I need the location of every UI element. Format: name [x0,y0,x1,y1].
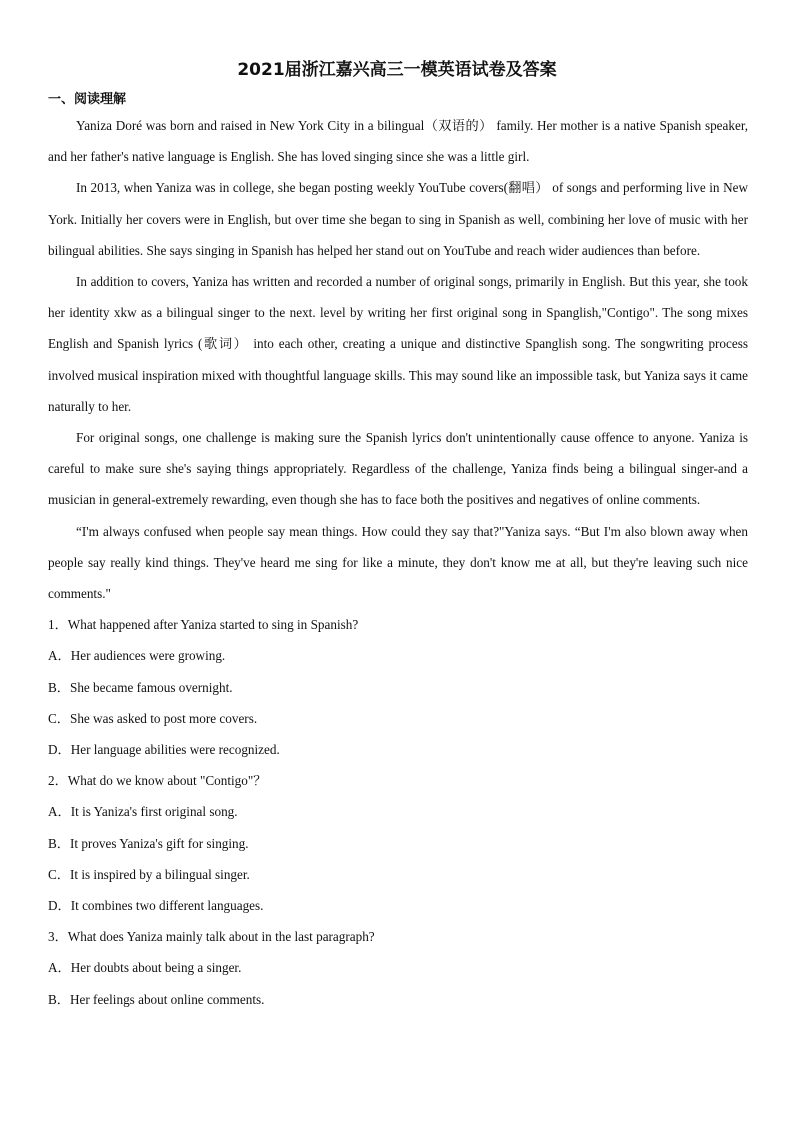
passage-paragraph: In 2013, when Yaniza was in college, she began posting weekly YouTube covers(翻唱） of songs and performing live in New York. Initially her covers were in English, but over time she began to sing in Spanish as well, combining her love of music with her bilingual abilities. She says singing in Spanish has helped her stand out on YouTube and reach wider audiences than before. [48,180,748,258]
question-2 [48,765,748,921]
answer-option: B．It proves Yaniza's gift for singing. [48,835,249,851]
page-title: 2021届浙江嘉兴高三一模英语试卷及答案 [237,60,557,80]
question-stem: 3．What does Yaniza mainly talk about in the last paragraph? [48,929,375,945]
answer-option: B．Her feelings about online comments. [48,991,265,1007]
answer-option: D．Her language abilities were recognized. [48,742,280,758]
answer-option: A．It is Yaniza's first original song. [48,804,238,820]
answer-option: A．Her audiences were growing. [48,648,226,664]
answer-option: B．She became famous overnight. [48,679,233,695]
question-1 [48,609,748,765]
question-stem: 2．What do we know about "Contigo"？ [48,773,267,789]
section-heading: 一、阅读理解 [48,92,127,107]
answer-option: C．It is inspired by a bilingual singer. [48,866,250,882]
question-stem: 1．What happened after Yaniza started to sing in Spanish? [48,617,359,633]
passage-paragraph: In addition to covers, Yaniza has written and recorded a number of original songs, primarily in English. But this year, she took her identity xkw as a bilingual singer to the next. level by writing her first original song in Spanglish,"Contigo". The song mixes English and Spanish lyrics (歌词） into each other, creating a unique and distinctive Spanglish song. The songwriting process involved musical inspiration mixed with thoughtful language skills. This may sound like an impossible task, but Yaniza says it came naturally to her. [48,274,748,414]
answer-option: A．Her doubts about being a singer. [48,960,242,976]
question-3 [48,921,748,1015]
reading-passage [48,110,748,1015]
passage-paragraph: Yaniza Doré was born and raised in New York City in a bilingual（双语的） family. Her mother is a native Spanish speaker, and her father's native language is English. She has loved singing since she was a little girl. [48,118,748,165]
passage-paragraph: “I'm always confused when people say mean things. How could they say that?"Yaniza says. “But I'm also blown away when people say really kind things. They've heard me sing for like a minute, they don't know me at all, but they're leaving such nice comments." [48,523,748,602]
answer-option: D．It combines two different languages. [48,898,264,914]
answer-option: C．She was asked to post more covers. [48,710,258,726]
passage-paragraph: For original songs, one challenge is making sure the Spanish lyrics don't unintentionally cause offence to anyone. Yaniza is careful to make sure she's saying things appropriately. Regardless of the challenge, Yaniza finds being a bilingual singer-and a musician in general-extremely rewarding, even though she has to face both the positives and negatives of online comments. [48,430,748,508]
